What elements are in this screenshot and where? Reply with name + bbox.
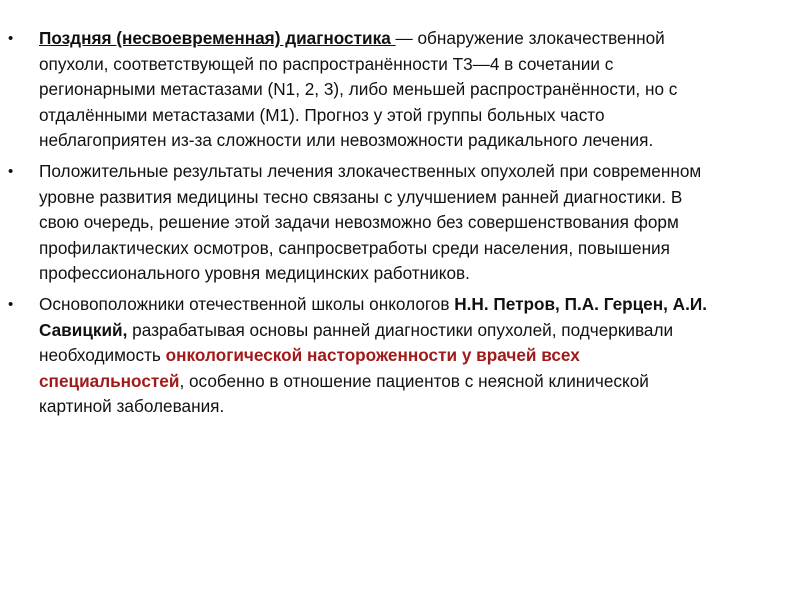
bullet-item-late-diagnosis xyxy=(8,26,724,154)
definition-term: Поздняя (несвоевременная) диагностика xyxy=(39,28,396,48)
paragraph-text-end: , особенно в отношение пациентов с неясной клинической картиной заболевания. xyxy=(39,370,649,417)
oncological-alertness-highlight: онкологической настороженности у врачей всех специальностей xyxy=(39,345,580,391)
definition-text: — обнаружение злокачественной опухоли, соответствующей по распространённости Т3—4 в сочетании с регионарными метастазами (N1, 2, 3), либо меньшей распространённости, но с отдалёнными метастазами (М1). Прогноз у этой группы больных часто неблагоприятен из-за сложности или невозможности радикального лечения. xyxy=(39,28,678,151)
paragraph-text-start: Основоположники отечественной школы онкологов xyxy=(39,293,455,314)
bullet-list xyxy=(8,26,724,425)
paragraph-text: Положительные результаты лечения злокачественных опухолей при современном уровне развития медицины тесно связаны с улучшением ранней диагностики. В свою очередь, решение этой задачи невозможно без совершенствования форм профилактических осмотров, санпросветработы среди населения, повышения профессионального уровня медицинских работников. xyxy=(39,160,702,284)
bullet-marker: • xyxy=(8,162,14,180)
bullet-marker: • xyxy=(8,30,14,47)
bullet-item-treatment-results xyxy=(8,159,724,287)
founder-names: Н.Н. Петров, П.А. Герцен, А.И. Савицкий, xyxy=(39,293,707,340)
paragraph-text-middle: разрабатывая основы ранней диагностики опухолей, подчеркивали необходимость xyxy=(39,319,674,366)
bullet-item-founders xyxy=(8,292,724,420)
bullet-marker: • xyxy=(8,295,14,313)
